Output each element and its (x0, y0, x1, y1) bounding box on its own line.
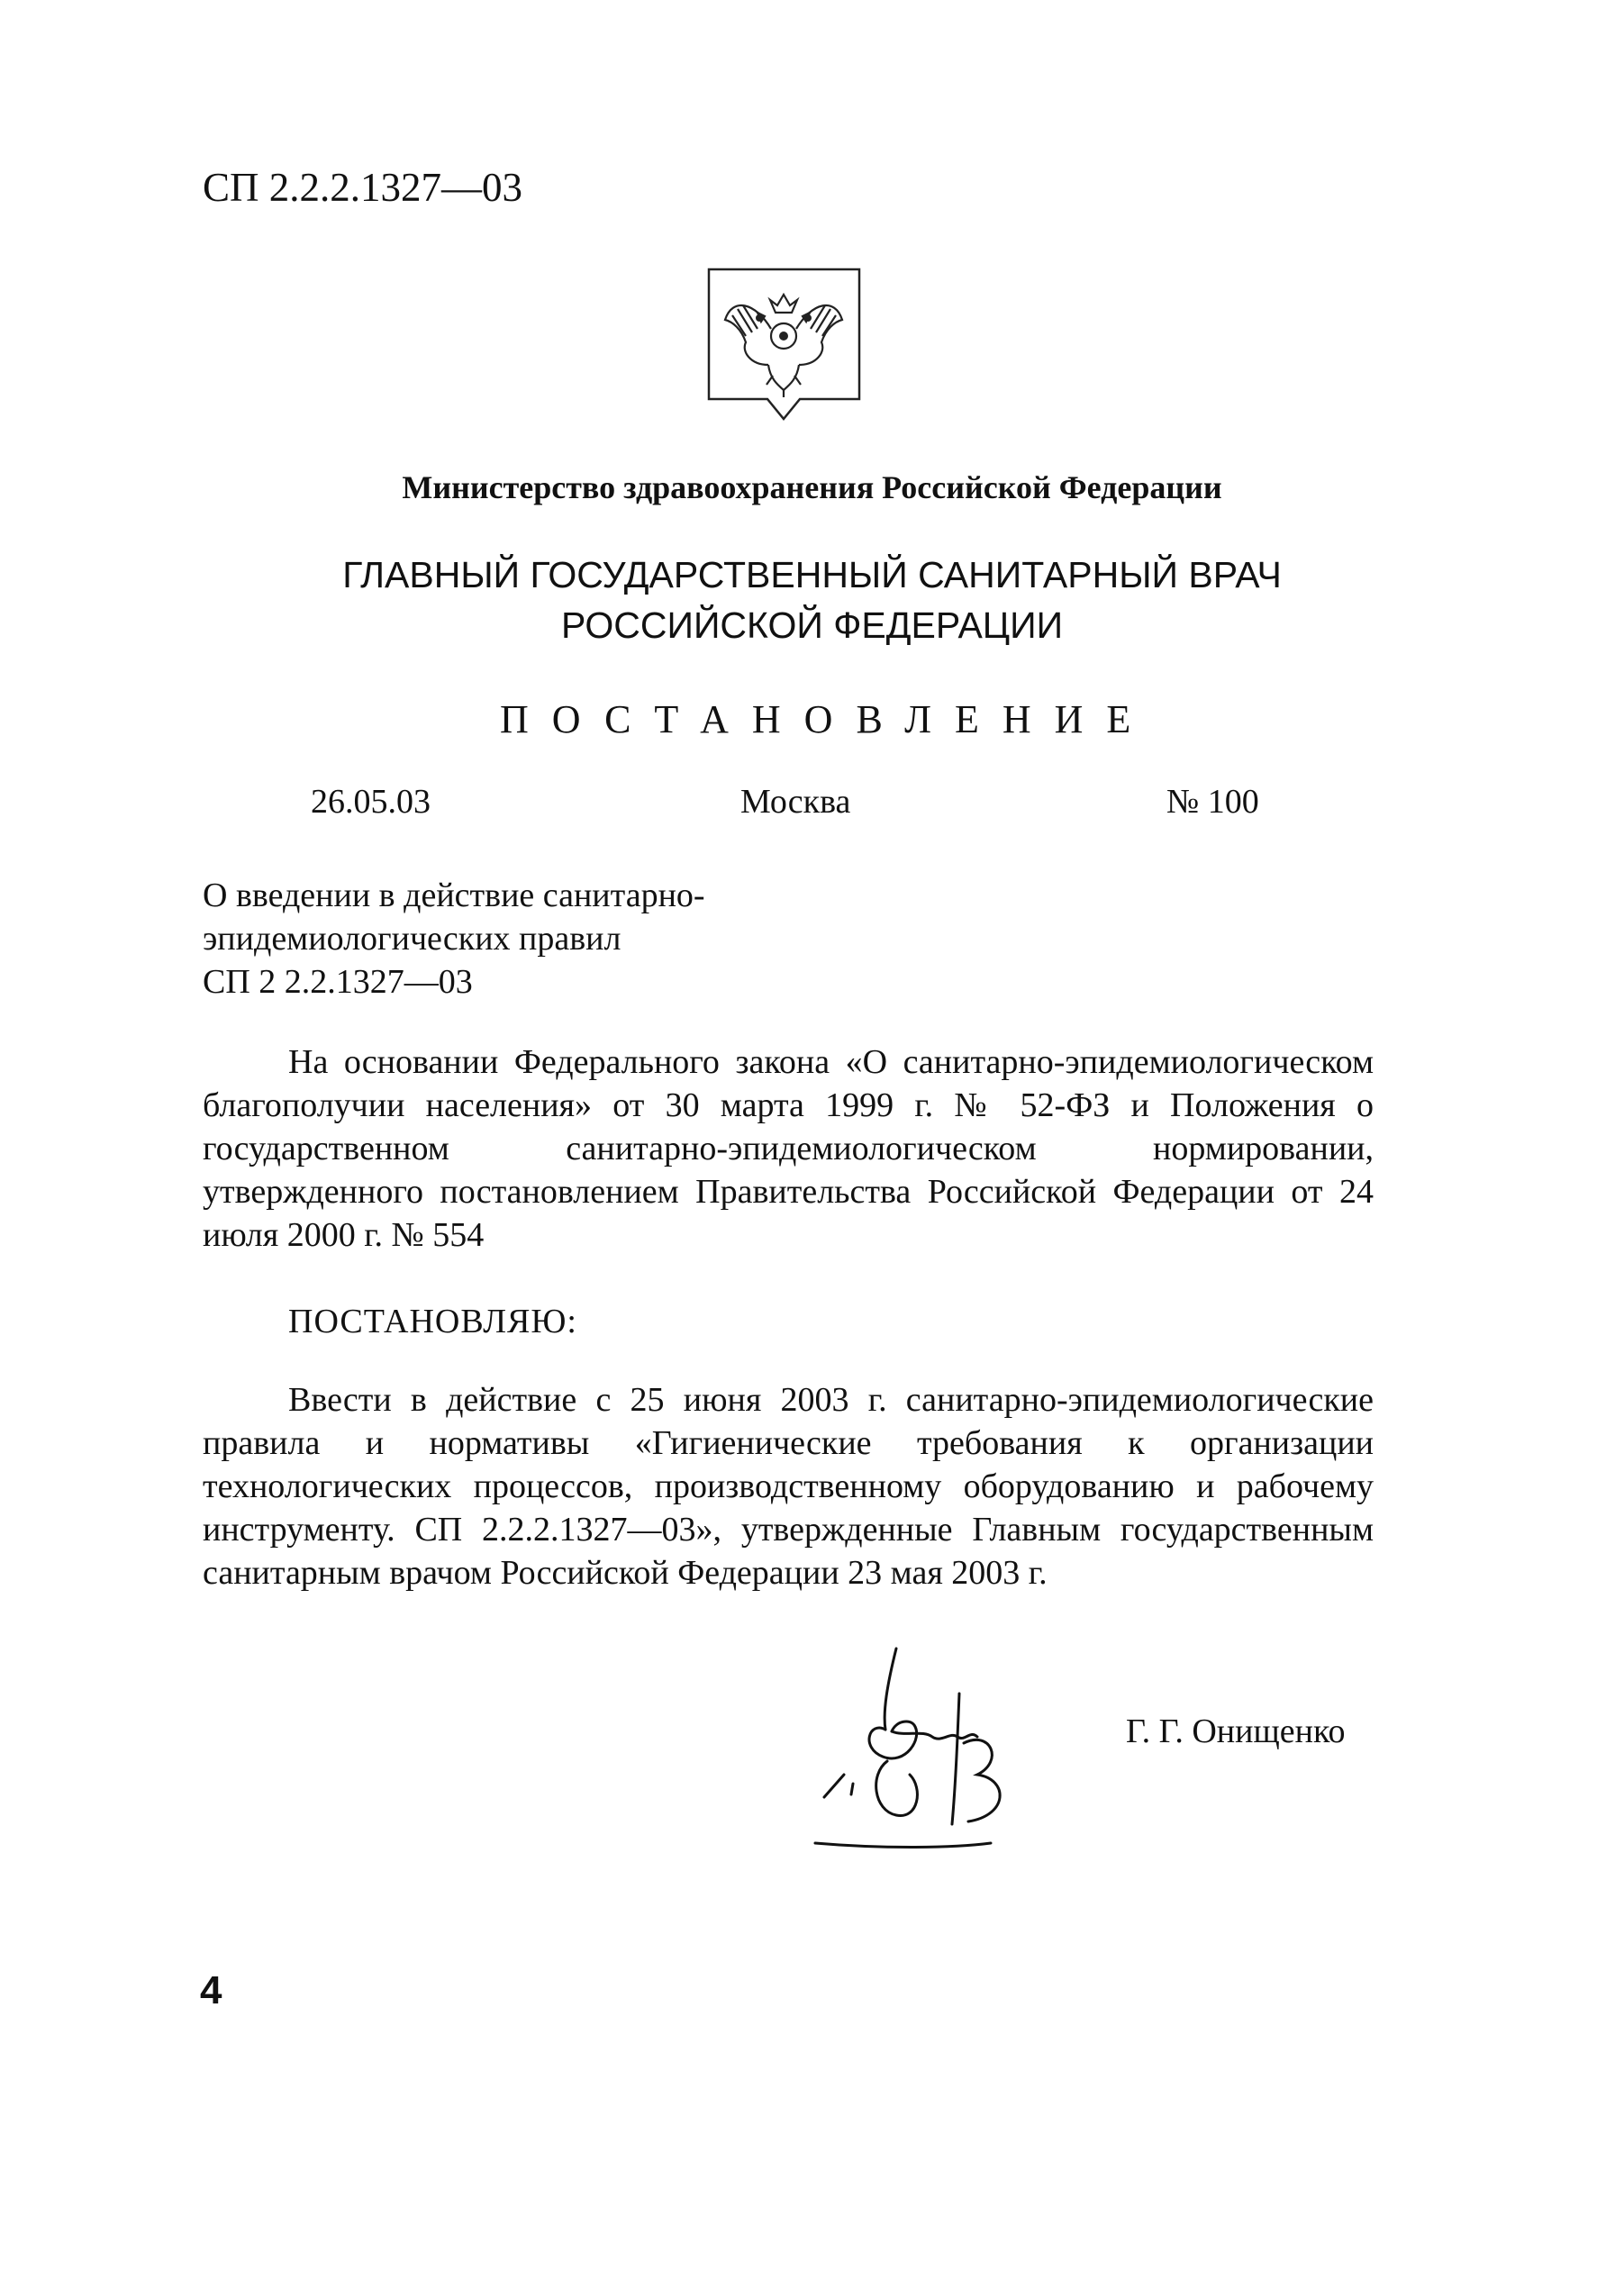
basis-paragraph: На основании Федерального закона «О санитарно-эпидемиологическом благополучии населения» от 30 марта 1999 г. № 52-ФЗ и Положения о государственном санитарно-эпидемиологическом нормировании, утвержденного постановлением Правительства Российской Федерации от 24 июля 2000 г. № 554 (203, 1043, 1374, 1254)
decree-subject (203, 874, 705, 1004)
resolve-heading: ПОСТАНОВЛЯЮ: (288, 1303, 577, 1340)
document-code: СП 2.2.2.1327—03 (203, 165, 523, 210)
decree-date: 26.05.03 (311, 783, 431, 821)
decree-title: ПОСТАНОВЛЕНИЕ (500, 697, 1155, 741)
issuer-title-line-1: ГЛАВНЫЙ ГОСУДАРСТВЕННЫЙ САНИТАРНЫЙ ВРАЧ (342, 554, 1282, 595)
issuer-title-line-2: РОССИЙСКОЙ ФЕДЕРАЦИИ (560, 604, 1064, 646)
subject-line-1: О введении в действие санитарно- (203, 877, 705, 914)
issuer-title (0, 550, 1624, 650)
decree-number: № 100 (1166, 783, 1259, 821)
subject-line-2: эпидемиологических правил (203, 920, 621, 958)
enactment-paragraph: Ввести в действие с 25 июня 2003 г. санитарно-эпидемиологические правила и нормативы «Гигиенические требования к организации технологических процессов, производственному оборудованию и рабочему инструменту. СП 2.2.2.1327—03», утвержденные Главным государственным санитарным врачом Российской Федерации 23 мая 2003 г. (203, 1381, 1374, 1592)
ministry-name: Министерство здравоохранения Российской Федерации (402, 469, 1222, 505)
page-number: 4 (200, 1968, 222, 2012)
handwritten-signature (797, 1631, 1067, 1856)
subject-line-3: СП 2 2.2.1327—03 (203, 963, 473, 1001)
decree-city: Москва (740, 783, 851, 821)
signer-name: Г. Г. Онищенко (1126, 1712, 1346, 1750)
russian-coat-of-arms-icon (705, 266, 863, 432)
